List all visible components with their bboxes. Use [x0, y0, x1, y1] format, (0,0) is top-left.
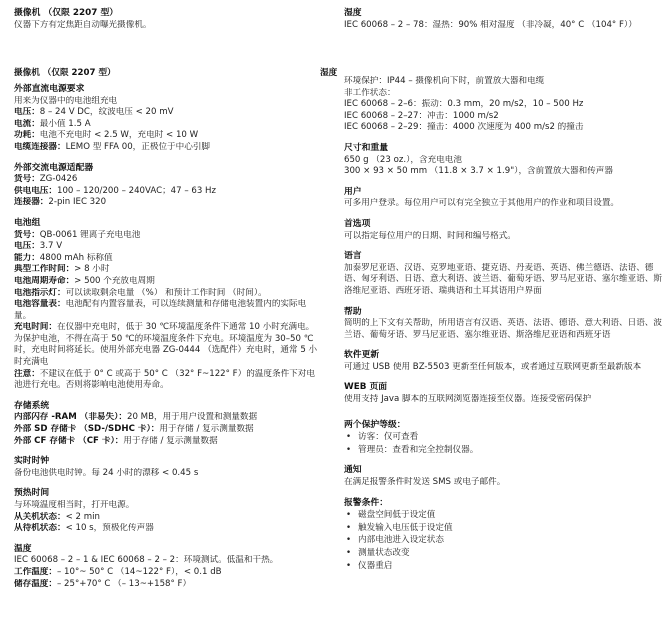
spec-value: 3.7 V	[39, 241, 63, 252]
spec-value: 可以读取剩余电量 （%） 和预计工作时间 （时间）。	[65, 287, 267, 298]
spec-line	[344, 198, 662, 210]
spec-label: 电流：	[14, 118, 40, 129]
spec-line	[344, 76, 662, 88]
section-title: 尺寸和重量	[344, 142, 388, 153]
spec-line	[14, 288, 319, 300]
spec-line	[344, 155, 662, 167]
right-section	[344, 350, 662, 373]
spec-line	[14, 130, 319, 142]
spec-line	[14, 424, 319, 436]
section-title: 温度	[14, 543, 32, 554]
spec-label: 货号：	[14, 174, 40, 185]
spec-value: 环境保护：IP44 – 摄像机向下时，前置放大器和电缆	[344, 76, 545, 86]
spec-label: 电缆连接器：	[14, 141, 66, 152]
section-title: 用户	[344, 186, 362, 197]
spec-label: 从待机状态：	[14, 523, 66, 534]
spec-line	[14, 107, 319, 119]
spec-line	[14, 186, 319, 198]
spec-label: 电压：	[14, 241, 40, 252]
spec-value: IEC 60068 – 2–6：振动：0.3 mm，20 m/s2，10 – 500 Hz	[344, 99, 584, 110]
spec-value: 用来为仪器中的电池组充电	[14, 95, 118, 106]
section-title: 语言	[344, 251, 362, 262]
spec-label: 电压：	[14, 107, 40, 118]
right-section	[344, 187, 662, 210]
spec-line	[14, 230, 319, 242]
spec-value: 100 – 120/200 – 240VAC；47 – 63 Hz	[56, 185, 216, 196]
notification-title: 通知	[344, 465, 362, 476]
section-title: WEB 页面	[344, 382, 388, 393]
spec-value: < 10 s，预极化传声器	[65, 523, 154, 534]
spec-line	[344, 263, 662, 298]
spec-line	[14, 412, 319, 424]
spec-line	[14, 512, 319, 524]
right-section	[344, 143, 662, 178]
spec-value: – 10°~ 50° C （14~122° F），< 0.1 dB	[56, 566, 222, 577]
page-header-left: 摄像机 （仅限 2207 型）	[14, 68, 116, 78]
section-title: 首选项	[344, 218, 371, 229]
spec-line	[14, 241, 319, 253]
left-section	[14, 488, 319, 534]
spec-line	[14, 197, 319, 209]
spec-value: < 2 min	[65, 511, 100, 522]
protection-item: • 管理员：查看和完全控制仪器。	[344, 444, 662, 457]
alarm-item: • 触发输入电压低于设定值	[344, 522, 662, 535]
spec-label: 供电电压：	[14, 185, 57, 196]
spec-value: 不建议在低于 0° C 或高于 50° C （32° F~122° F）的温度条件下对电池进行充电。否则将影响电池使用寿命。	[14, 368, 315, 391]
alarm-list	[344, 509, 662, 572]
spec-value: IEC 60068 – 2 – 1 & IEC 60068 – 2 – 2：环境测试。低温和干热。	[14, 555, 279, 566]
left-section	[14, 401, 319, 447]
spec-value: 最小值 1.5 A	[39, 118, 91, 129]
section-title: 帮助	[344, 306, 362, 317]
spec-line	[14, 369, 319, 392]
spec-line	[14, 142, 319, 154]
left-section	[14, 544, 319, 590]
spec-line	[344, 318, 662, 341]
left-column	[14, 84, 319, 599]
spec-value: 非工作状态：	[344, 87, 396, 98]
spec-line	[344, 394, 662, 406]
spec-value: 20 MB，用于用户设置和测量数据	[127, 412, 258, 423]
spec-line	[14, 468, 319, 480]
section-title: 电池组	[14, 217, 41, 228]
section-title: 软件更新	[344, 350, 380, 361]
humidity-line: IEC 60068 – 2 – 78：湿热：90% 相对湿度 （非冷凝，40° C （104° F））	[344, 19, 637, 30]
spec-line	[344, 88, 662, 100]
spec-value: QB-0061 锂离子充电电池	[39, 229, 141, 240]
section-title: 实时时钟	[14, 456, 50, 467]
section-title: 外部交流电源适配器	[14, 162, 94, 173]
left-section	[14, 163, 319, 209]
spec-line	[14, 567, 319, 579]
spec-line	[14, 523, 319, 535]
spec-value: ZG-0426	[39, 174, 78, 185]
notification-line: 在满足报警条件时发送 SMS 或电子邮件。	[344, 477, 506, 488]
spec-line	[344, 99, 662, 111]
spec-value: 使用支持 Java 脚本的互联网浏览器连接至仪器。连接受密码保护	[344, 394, 592, 405]
alarm-title: 报警条件：	[344, 497, 388, 508]
right-column	[344, 76, 662, 581]
alarm-section	[344, 498, 662, 573]
left-section	[14, 456, 319, 479]
spec-value: 可多用户登录。每位用户可以有完全独立于其他用户的作业和项目设置。	[344, 198, 620, 209]
spec-line	[344, 231, 662, 243]
right-section	[344, 76, 662, 134]
spec-value: 2-pin IEC 320	[48, 197, 107, 208]
spec-value: 加泰罗尼亚语、汉语、克罗地亚语、捷克语、丹麦语、英语、佛兰德语、法语、德语、匈牙利语、日语、意大利语、波兰语、葡萄牙语、罗马尼亚语、塞尔维亚语、斯洛维尼亚语、西班牙语、瑞典语和土耳其语用户界面	[344, 262, 662, 296]
spec-value: 备份电池供电时钟。每 24 小时的漂移 < 0.45 s	[14, 467, 199, 478]
spec-label: 工作温度：	[14, 566, 57, 577]
spec-value: 用于存储 / 复示测量数据	[123, 435, 218, 446]
camera-line: 仪器下方有定焦距自动曝光摄像机。	[14, 19, 152, 30]
spec-label: 电池指示灯：	[14, 287, 66, 298]
spec-label: 外部 CF 存储卡 （CF 卡）：	[14, 435, 124, 446]
spec-line	[14, 96, 319, 108]
spec-value: 用于存储 / 复示测量数据	[159, 424, 254, 435]
spec-line	[14, 264, 319, 276]
spec-value: > 8 小时	[74, 264, 110, 275]
spec-line	[344, 111, 662, 123]
spec-value: 电池配有内置容量表，可以连续测量和存储电池装置内的实际电量。	[14, 299, 307, 321]
alarm-item: • 磁盘空间低于设定值	[344, 509, 662, 522]
alarm-item: • 测量状态改变	[344, 547, 662, 560]
protection-section	[344, 420, 662, 457]
spec-value: 300 × 93 × 50 mm （11.8 × 3.7 × 1.9"），含前置放大器和传声器	[344, 166, 613, 177]
spec-line	[14, 579, 319, 591]
spec-value: 可通过 USB 使用 BZ-5503 更新至任何版本，或者通过互联网更新至最新版本	[344, 361, 642, 372]
right-section	[344, 307, 662, 342]
camera-title: 摄像机 （仅限 2207 型）	[14, 8, 119, 18]
section-title: 存储系统	[14, 400, 50, 411]
spec-label: 典型工作时间：	[14, 264, 75, 275]
right-section	[344, 219, 662, 242]
top-left-block	[14, 8, 319, 31]
spec-line	[344, 122, 662, 134]
spec-value: 简明的上下文有关帮助，所用语言有汉语、英语、法语、德语、意大利语、日语、波兰语、葡萄牙语、罗马尼亚语、塞尔维亚语、斯洛维尼亚语和西班牙语	[344, 318, 662, 340]
top-right-block	[344, 8, 662, 31]
spec-label: 内部闪存 -RAM （非易失）：	[14, 412, 128, 423]
spec-value: 与环境温度相当时，打开电源。	[14, 500, 135, 510]
section-title: 预热时间	[14, 488, 50, 499]
spec-label: 外部 SD 存储卡 （SD-/SDHC 卡）：	[14, 424, 160, 435]
spec-value: 在仪器中充电时，低于 30 ℃环境温度条件下通常 10 小时充满电。为保护电池，不得在高于 50 ℃的环境温度条件下充电。环境温度为 30–50 ℃时，充电时间将延长。使用外部充电器 ZG-0444 （选配件）充电时，通常 5 小时充满电	[14, 322, 318, 368]
protection-title: 两个保护等级：	[344, 419, 406, 430]
spec-line	[14, 500, 319, 512]
page-header-right: 湿度	[320, 68, 338, 78]
left-section	[14, 84, 319, 154]
spec-label: 功耗：	[14, 130, 40, 141]
alarm-item: • 仪器重启	[344, 560, 662, 573]
spec-label: 连接器：	[14, 197, 49, 208]
spec-value: IEC 60068 – 2–27：冲击：1000 m/s2	[344, 110, 499, 121]
spec-value: 电池不充电时 < 2.5 W，充电时 < 10 W	[39, 130, 199, 141]
spec-value: 4800 mAh 标称值	[39, 252, 113, 263]
spec-line	[14, 436, 319, 448]
left-section	[14, 218, 319, 392]
spec-value: 8 – 24 V DC，纹波电压 < 20 mV	[39, 107, 174, 118]
section-title: 外部直流电源要求	[14, 84, 85, 94]
spec-line	[14, 299, 319, 322]
spec-value: LEMO 型 FFA 00，正极位于中心引脚	[65, 141, 211, 152]
alarm-item: • 内部电池进入设定状态	[344, 534, 662, 547]
spec-value: > 500 个充放电周期	[74, 275, 155, 286]
spec-line	[344, 362, 662, 374]
spec-label: 电池周期寿命：	[14, 275, 75, 286]
spec-line	[14, 174, 319, 186]
spec-label: 充电时间：	[14, 322, 57, 333]
spec-value: IEC 60068 – 2–29：撞击：4000 次速度为 400 m/s2 的撞击	[344, 122, 584, 133]
spec-label: 注意：	[14, 368, 40, 379]
right-section	[344, 382, 662, 405]
spec-label: 电池容量表：	[14, 299, 66, 310]
protection-list	[344, 431, 662, 456]
humidity-title: 湿度	[344, 8, 362, 18]
spec-value: 可以指定每位用户的日期、时间和编号格式。	[344, 230, 516, 241]
spec-label: 货号：	[14, 229, 40, 240]
spec-line	[14, 253, 319, 265]
spec-label: 储存温度：	[14, 578, 57, 589]
spec-label: 从关机状态：	[14, 511, 66, 522]
spec-line	[344, 166, 662, 178]
spec-line	[14, 322, 319, 368]
spec-value: – 25°+70° C （– 13~+158° F）	[56, 578, 192, 589]
notification-section	[344, 465, 662, 488]
protection-item: • 访客：仅可查看	[344, 431, 662, 444]
spec-label: 能力：	[14, 252, 40, 263]
spec-line	[14, 119, 319, 131]
spec-line	[14, 276, 319, 288]
right-section	[344, 251, 662, 297]
spec-line	[14, 555, 319, 567]
spec-value: 650 g （23 oz.），含充电电池	[344, 154, 462, 165]
